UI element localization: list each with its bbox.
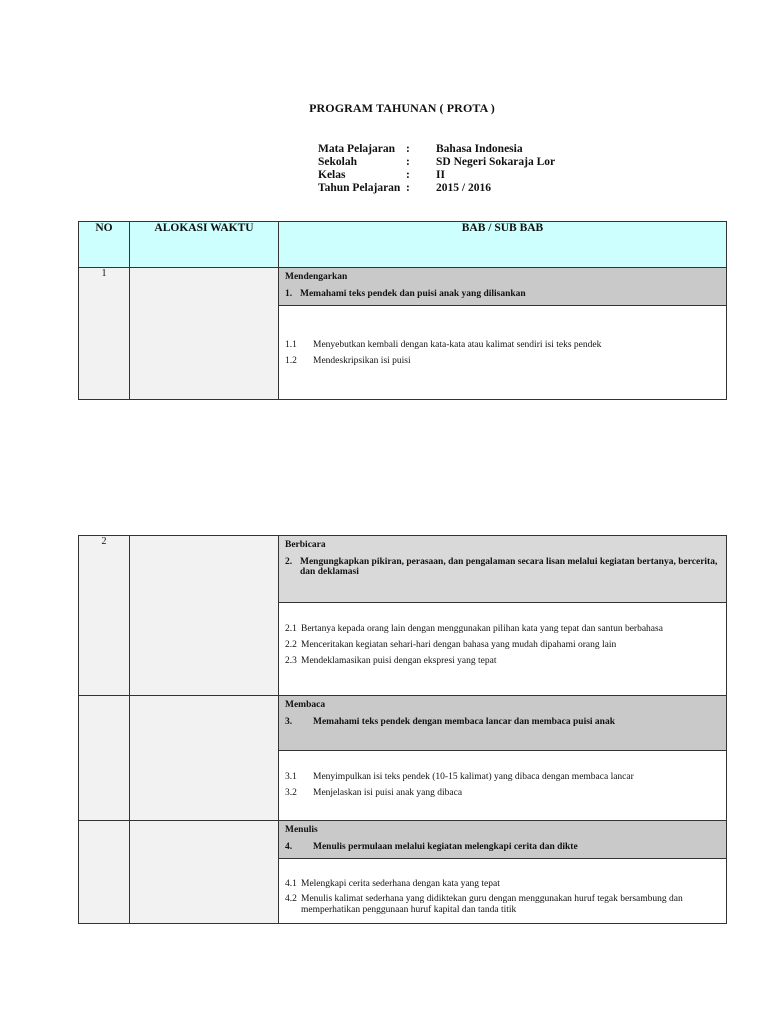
list-item bbox=[285, 339, 720, 351]
meta-value: 2015 / 2016 bbox=[436, 182, 491, 194]
meta-value: SD Negeri Sokaraja Lor bbox=[436, 156, 556, 168]
section-cell bbox=[279, 536, 727, 603]
section-title: Berbicara bbox=[285, 540, 326, 550]
row-number bbox=[79, 696, 130, 821]
prota-table-1 bbox=[78, 221, 727, 400]
table-row bbox=[79, 268, 727, 306]
table-row bbox=[79, 696, 727, 751]
header-alokasi-waktu: ALOKASI WAKTU bbox=[130, 222, 279, 268]
item-number: 2.1 bbox=[285, 624, 297, 634]
competency-number: 1. bbox=[285, 289, 293, 299]
competency bbox=[285, 717, 720, 727]
table-row bbox=[79, 536, 727, 603]
subs-cell bbox=[279, 603, 727, 696]
header-no: NO bbox=[79, 222, 130, 268]
competency-text: Menulis permulaan melalui kegiatan melengkapi cerita dan dikte bbox=[313, 842, 578, 852]
competency-number: 2. bbox=[285, 557, 293, 567]
list-item bbox=[285, 894, 720, 916]
item-text: Menyebutkan kembali dengan kata-kata atau kalimat sendiri isi teks pendek bbox=[313, 340, 602, 350]
item-text: Menjelaskan isi puisi anak yang dibaca bbox=[313, 788, 463, 798]
header-bab-sub-bab: BAB / SUB BAB bbox=[279, 222, 727, 268]
subs-cell bbox=[279, 306, 727, 400]
list-item bbox=[285, 787, 720, 799]
item-text: Menulis kalimat sederhana yang didiktekan guru dengan menggunakan huruf tegak bersambung dan memperhatikan penggunaan huruf kapital dan tanda titik bbox=[301, 894, 683, 915]
item-text: Mendeklamasikan puisi dengan ekspresi yang tepat bbox=[301, 656, 497, 666]
alokasi-waktu-cell bbox=[130, 268, 279, 400]
meta-colon: : bbox=[406, 143, 410, 155]
item-text: Bertanya kepada orang lain dengan menggunakan pilihan kata yang tepat dan santun berbahasa bbox=[301, 624, 663, 634]
section-title: Mendengarkan bbox=[285, 272, 348, 282]
table-row bbox=[79, 821, 727, 859]
competency-text: Mengungkapkan pikiran, perasaan, dan pengalaman secara lisan melalui kegiatan bertanya, bercerita, dan deklamasi bbox=[300, 557, 718, 577]
meta-row-sekolah bbox=[318, 156, 555, 169]
list-item bbox=[285, 639, 720, 651]
section-title: Menulis bbox=[285, 825, 318, 835]
meta-colon: : bbox=[406, 169, 410, 181]
meta-label: Tahun Pelajaran bbox=[318, 182, 401, 194]
row-number: 2 bbox=[79, 536, 130, 696]
item-number: 3.2 bbox=[285, 788, 297, 798]
alokasi-waktu-cell bbox=[130, 536, 279, 696]
item-number: 1.1 bbox=[285, 340, 297, 350]
meta-colon: : bbox=[406, 156, 410, 168]
meta-label: Sekolah bbox=[318, 156, 357, 168]
list-item bbox=[285, 655, 720, 667]
competency-text: Memahami teks pendek dengan membaca lancar dan membaca puisi anak bbox=[313, 717, 616, 727]
list-item bbox=[285, 355, 720, 367]
competency bbox=[285, 289, 720, 299]
item-text: Menceritakan kegiatan sehari-hari dengan bahasa yang mudah dipahami orang lain bbox=[301, 640, 617, 650]
meta-value: Bahasa Indonesia bbox=[436, 143, 523, 155]
competency bbox=[285, 557, 720, 577]
competency-number: 3. bbox=[285, 717, 293, 727]
subs-cell bbox=[279, 751, 727, 821]
item-number: 1.2 bbox=[285, 356, 297, 366]
meta-colon: : bbox=[406, 182, 410, 194]
meta-label: Kelas bbox=[318, 169, 346, 181]
section-title: Membaca bbox=[285, 700, 326, 710]
meta-label: Mata Pelajaran bbox=[318, 143, 395, 155]
item-text: Mendeskripsikan isi puisi bbox=[313, 356, 411, 366]
list-item bbox=[285, 878, 720, 890]
prota-table-2 bbox=[78, 535, 727, 924]
row-number: 1 bbox=[79, 268, 130, 400]
section-cell bbox=[279, 821, 727, 859]
table-header-row bbox=[79, 222, 727, 268]
alokasi-waktu-cell bbox=[130, 821, 279, 924]
item-number: 3.1 bbox=[285, 772, 297, 782]
item-text: Melengkapi cerita sederhana dengan kata yang tepat bbox=[301, 879, 500, 889]
competency bbox=[285, 842, 720, 852]
competency-number: 4. bbox=[285, 842, 293, 852]
item-number: 2.3 bbox=[285, 656, 297, 666]
section-cell bbox=[279, 696, 727, 751]
list-item bbox=[285, 771, 720, 783]
alokasi-waktu-cell bbox=[130, 696, 279, 821]
row-number bbox=[79, 821, 130, 924]
item-number: 2.2 bbox=[285, 640, 297, 650]
competency-text: Memahami teks pendek dan puisi anak yang dilisankan bbox=[300, 289, 526, 299]
meta-row-mata-pelajaran bbox=[318, 143, 555, 156]
document-title: PROGRAM TAHUNAN ( PROTA ) bbox=[309, 101, 495, 115]
list-item bbox=[285, 623, 720, 635]
meta-value: II bbox=[436, 169, 445, 181]
item-number: 4.1 bbox=[285, 879, 297, 889]
document-meta bbox=[318, 143, 555, 195]
meta-row-kelas bbox=[318, 169, 555, 182]
section-cell bbox=[279, 268, 727, 306]
meta-row-tahun-pelajaran bbox=[318, 182, 555, 195]
item-number: 4.2 bbox=[285, 894, 297, 904]
subs-cell bbox=[279, 859, 727, 924]
item-text: Menyimpulkan isi teks pendek (10-15 kalimat) yang dibaca dengan membaca lancar bbox=[313, 772, 634, 782]
